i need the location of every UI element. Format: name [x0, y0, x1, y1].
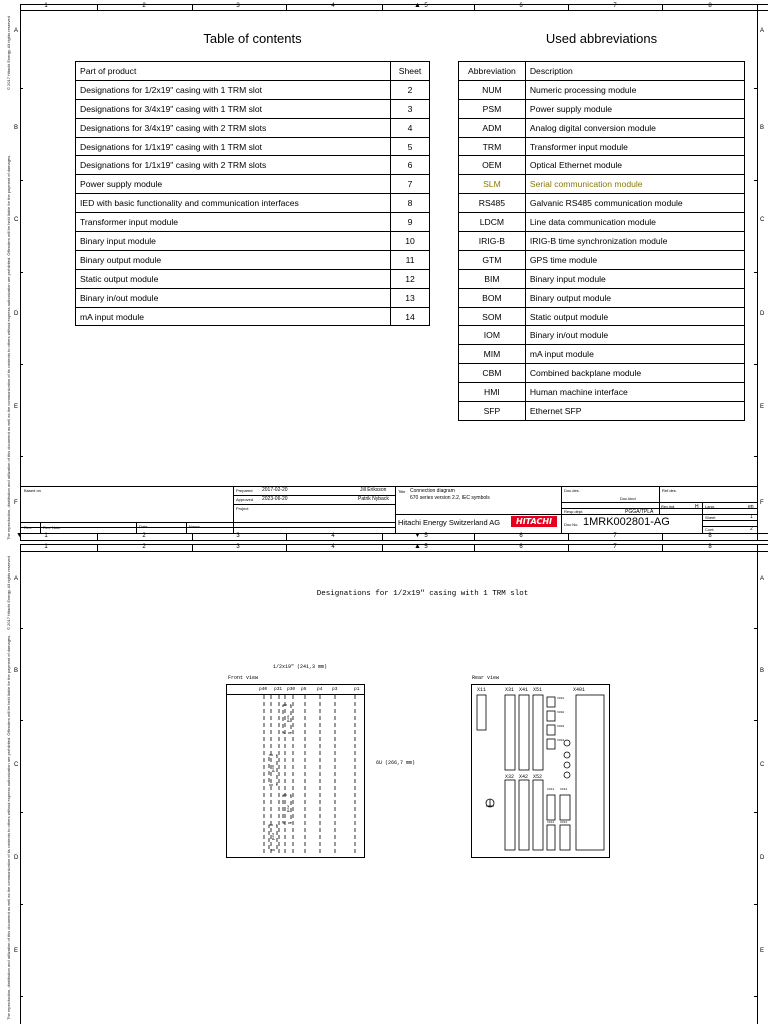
- abbrev-row: [459, 137, 745, 156]
- zone-row-b: B: [14, 125, 19, 131]
- sheet2-col-5: 5: [424, 544, 428, 550]
- toc-header-cell: Part of product: [76, 62, 391, 81]
- toc-row: [76, 99, 430, 118]
- company-name: Hitachi Energy Switzerland AG: [398, 518, 501, 527]
- rear-x401: X401: [573, 687, 586, 693]
- abbrev-cell: GPS time module: [525, 250, 744, 269]
- toc-cell: Designations for 3/4x19" casing with 2 TRM slots: [76, 118, 391, 137]
- toc-cell: 8: [391, 194, 430, 213]
- abbrev-row: [459, 402, 745, 421]
- zone-row-f: F: [14, 500, 18, 506]
- zone-col-6: 6: [519, 3, 523, 9]
- sheet2-row-c: C: [14, 762, 19, 768]
- module-p33: p33: [272, 833, 276, 841]
- zone-row-d-right: D: [760, 311, 765, 317]
- disclaimer-note-2: The reproduction, distribution and utilization of this document as well as the communication of its contents to others without express authorization are prohibited. Offenders will be held liable for the payment of damages.: [6, 634, 11, 1020]
- sheet2-row-a-right: A: [760, 576, 765, 582]
- rear-connector-shapes: [472, 685, 609, 857]
- abbrev-cell: SFP: [459, 402, 526, 421]
- rear-view-drawing: [471, 684, 610, 858]
- sheet2-col-3: 3: [236, 544, 240, 550]
- toc-cell: Binary input module: [76, 232, 391, 251]
- doc-des-label: Doc.des.: [564, 488, 580, 493]
- rear-x41: X41: [519, 687, 529, 693]
- zone-row-b-right: B: [760, 125, 765, 131]
- zone-row-a: A: [14, 28, 19, 34]
- zone-col-2: 2: [142, 3, 146, 9]
- prepared-by: Jill Eriksson: [360, 487, 387, 493]
- toc-row: [76, 269, 430, 288]
- sheet2-row-e: E: [14, 948, 19, 954]
- toc-cell: Transformer input module: [76, 213, 391, 232]
- abbrev-cell: Analog digital conversion module: [525, 118, 744, 137]
- abbrev-cell: MIM: [459, 345, 526, 364]
- rear-x303: X303: [557, 725, 565, 728]
- toc-row: [76, 80, 430, 99]
- toc-cell: 3: [391, 99, 430, 118]
- abbrev-cell: PSM: [459, 99, 526, 118]
- abbrev-cell: Line data communication module: [525, 213, 744, 232]
- zone-row-a-right: A: [760, 28, 765, 34]
- prepared-date: 2017-02-20: [262, 487, 288, 493]
- sheet-number: 1: [750, 514, 753, 520]
- abbrev-cell: CBM: [459, 364, 526, 383]
- center-mark-bottom: ▼: [414, 532, 421, 539]
- rear-x312: X312: [560, 788, 568, 791]
- rear-x314: X314: [560, 821, 568, 824]
- abbrev-row: [459, 118, 745, 137]
- sheet2-center-mark: ▲: [414, 543, 421, 550]
- project-label: Project: [236, 506, 249, 511]
- based-on-label: Based on: [24, 488, 41, 493]
- toc-cell: Designations for 1/1x19" casing with 1 TRM slot: [76, 137, 391, 156]
- slot-p31: p31: [274, 687, 283, 692]
- zone-row-d: D: [14, 311, 19, 317]
- slot-p3: p3: [332, 687, 338, 692]
- front-dimension: 1/2x19" (241,3 mm): [273, 664, 328, 670]
- disclaimer-note: The reproduction, distribution and utilization of this document as well as the communication of its contents to others without express authorization are prohibited. Offenders will be held liable for the payment of damages.: [6, 154, 11, 540]
- abbrev-cell: Static output module: [525, 307, 744, 326]
- sheet2-col-6: 6: [519, 544, 523, 550]
- abbrev-row: [459, 250, 745, 269]
- rear-view-label: Rear view: [472, 675, 500, 681]
- abbrev-cell: BOM: [459, 288, 526, 307]
- zone-col-4-bottom: 4: [331, 533, 335, 539]
- sheet2-row-d-right: D: [760, 855, 765, 861]
- rear-x32: X32: [505, 774, 515, 780]
- toc-cell: 6: [391, 156, 430, 175]
- zone-col-2-bottom: 2: [142, 533, 146, 539]
- abbrev-row: [459, 213, 745, 232]
- abbrev-cell: Numeric processing module: [525, 80, 744, 99]
- toc-cell: Power supply module: [76, 175, 391, 194]
- abbrev-cell: Combined backplane module: [525, 364, 744, 383]
- rear-x313: X313: [547, 821, 555, 824]
- abbrev-cell: IRIG-B: [459, 232, 526, 251]
- abbrev-cell: SOM: [459, 307, 526, 326]
- toc-cell: 11: [391, 250, 430, 269]
- front-view-label: Front view: [228, 675, 259, 681]
- abbrev-cell: Serial communication module: [525, 175, 744, 194]
- abbrev-header-cell: Description: [525, 62, 744, 81]
- toc-cell: mA input module: [76, 307, 391, 326]
- module-p32: p32: [287, 805, 291, 813]
- slot-p40: p40: [259, 687, 268, 692]
- zone-row-e-right: E: [760, 404, 765, 410]
- abbrev-row: [459, 326, 745, 345]
- sheet2-col-7: 7: [613, 544, 617, 550]
- abbrev-cell: GTM: [459, 250, 526, 269]
- abbrev-cell: Binary input module: [525, 269, 744, 288]
- front-slot-lines: [227, 695, 364, 857]
- abbrev-cell: RS485: [459, 194, 526, 213]
- toc-row: [76, 307, 430, 326]
- slot-p4: p4: [317, 687, 323, 692]
- rear-x304: X304: [557, 739, 565, 742]
- rear-x51: X51: [533, 687, 543, 693]
- zone-col-7-bottom: 7: [613, 533, 617, 539]
- approved-by: Patrik Nyback: [358, 496, 389, 502]
- module-p31: p31: [287, 715, 291, 723]
- zone-col-6-bottom: 6: [519, 533, 523, 539]
- abbrev-row: [459, 175, 745, 194]
- abbrev-row: [459, 156, 745, 175]
- prepared-label: Prepared: [236, 488, 253, 493]
- toc-row: [76, 250, 430, 269]
- rear-x31: X31: [505, 687, 515, 693]
- zone-col-3-bottom: 3: [236, 533, 240, 539]
- abbrev-row: [459, 288, 745, 307]
- toc-row: [76, 118, 430, 137]
- abbrev-cell: NUM: [459, 80, 526, 99]
- zone-col-1-bottom: 1: [44, 533, 48, 539]
- ref-des-label: Ref.des.: [662, 488, 677, 493]
- doc-no: 1MRK002801-AG: [583, 516, 670, 528]
- toc-cell: IED with basic functionality and communication interfaces: [76, 194, 391, 213]
- doc-no-label: Doc.No.: [564, 522, 579, 527]
- lang-label: Lang.: [705, 504, 716, 509]
- toc-cell: 9: [391, 213, 430, 232]
- rev-note-label: Rev. Note: [43, 525, 61, 530]
- abbrev-table: [458, 61, 745, 421]
- abbrev-cell: LDCM: [459, 213, 526, 232]
- toc-header-cell: Sheet: [391, 62, 430, 81]
- toc-row: [76, 175, 430, 194]
- toc-row: [76, 288, 430, 307]
- zone-col-3: 3: [236, 3, 240, 9]
- cont-label: Cont.: [705, 527, 715, 532]
- abbrev-row: [459, 194, 745, 213]
- slot-p30: p30: [287, 687, 296, 692]
- sheet2-row-e-right: E: [760, 948, 765, 954]
- zone-col-7: 7: [613, 3, 617, 9]
- resp-dept-label: Resp.dept.: [564, 509, 584, 514]
- sheet2-col-1: 1: [44, 544, 48, 550]
- toc-row: [76, 137, 430, 156]
- abbrev-row: [459, 345, 745, 364]
- lang: en: [748, 504, 754, 510]
- rev-label: Rev.: [24, 525, 32, 530]
- sheet2-row-a: A: [14, 576, 19, 582]
- resp-dept: PGGA/TPLA: [625, 509, 654, 515]
- toc-cell: 5: [391, 137, 430, 156]
- corner-mark-left: ▼: [16, 532, 23, 539]
- toc-cell: Binary in/out module: [76, 288, 391, 307]
- title-line-1: Connection diagram: [410, 488, 455, 494]
- abbrev-title: Used abbreviations: [545, 31, 658, 46]
- abbrev-cell: Human machine interface: [525, 383, 744, 402]
- height-dimension: 6U (266,7 mm): [376, 760, 416, 766]
- zone-col-5: 5: [424, 3, 428, 9]
- center-mark-top: ▲: [414, 2, 421, 9]
- rev-ind-label: Rev.ind.: [661, 504, 676, 509]
- zone-col-5-bottom: 5: [424, 533, 428, 539]
- abbrev-cell: Power supply module: [525, 99, 744, 118]
- rear-x311: X311: [547, 788, 555, 791]
- copyright-note: © 2017 Hitachi Energy. All rights reserved: [6, 16, 11, 90]
- sheet2-row-b: B: [14, 668, 19, 674]
- abbrev-cell: SLM: [459, 175, 526, 194]
- copyright-note-2: © 2017 Hitachi Energy. All rights reserved: [6, 556, 11, 630]
- slot-p5: p5: [301, 687, 307, 692]
- cont-number: 2: [750, 526, 753, 532]
- approved-date: 2023-06-20: [262, 496, 288, 502]
- sheet2-row-d: D: [14, 855, 19, 861]
- abbrev-cell: Ethernet SFP: [525, 402, 744, 421]
- rev-ind: H: [695, 504, 699, 510]
- toc-cell: 10: [391, 232, 430, 251]
- abbrev-row: [459, 269, 745, 288]
- abbrev-cell: Binary in/out module: [525, 326, 744, 345]
- zone-col-8-bottom: 8: [708, 533, 712, 539]
- abbrev-cell: IRIG-B time synchronization module: [525, 232, 744, 251]
- toc-cell: Designations for 1/1x19" casing with 2 TRM slots: [76, 156, 391, 175]
- rear-x42: X42: [519, 774, 529, 780]
- toc-cell: 7: [391, 175, 430, 194]
- toc-cell: Binary output module: [76, 250, 391, 269]
- toc-row: [76, 194, 430, 213]
- hitachi-logo: HITACHI: [511, 516, 557, 527]
- sheet2-col-2: 2: [142, 544, 146, 550]
- abbrev-row: [459, 232, 745, 251]
- sheet2-title: Designations for 1/2x19" casing with 1 TRM slot: [316, 590, 529, 598]
- toc-row: [76, 156, 430, 175]
- zone-row-e: E: [14, 404, 19, 410]
- abbrev-cell: IOM: [459, 326, 526, 345]
- approved-label: Approved: [236, 497, 254, 502]
- toc-table: [75, 61, 430, 326]
- zone-col-4: 4: [331, 3, 335, 9]
- abbrev-row: [459, 80, 745, 99]
- title-label: Title: [398, 489, 406, 494]
- abbrev-row: [459, 383, 745, 402]
- zone-col-8: 8: [708, 3, 712, 9]
- rear-x52: X52: [533, 774, 543, 780]
- title-line-2: 670 series version 2.2, IEC symbols: [410, 495, 490, 501]
- zone-row-f-right: F: [760, 500, 764, 506]
- rear-x11: X11: [477, 687, 487, 693]
- abbrev-cell: BIM: [459, 269, 526, 288]
- rear-x301: X301: [557, 697, 565, 700]
- abbrev-cell: Transformer input module: [525, 137, 744, 156]
- zone-col-1: 1: [44, 3, 48, 9]
- abbrev-header-row: [459, 62, 745, 81]
- toc-cell: 4: [391, 118, 430, 137]
- toc-header-row: [76, 62, 430, 81]
- abbrev-row: [459, 307, 745, 326]
- toc-row: [76, 232, 430, 251]
- sheet2-col-4: 4: [331, 544, 335, 550]
- sheet2-col-8: 8: [708, 544, 712, 550]
- abbrev-cell: Galvanic RS485 communication module: [525, 194, 744, 213]
- abbrev-cell: TRM: [459, 137, 526, 156]
- front-view-drawing: [226, 684, 365, 858]
- slot-p1: p1: [354, 687, 360, 692]
- abbrev-cell: mA input module: [525, 345, 744, 364]
- toc-cell: Static output module: [76, 269, 391, 288]
- sheet2-row-c-right: C: [760, 762, 765, 768]
- zone-row-c: C: [14, 217, 19, 223]
- toc-cell: 2: [391, 80, 430, 99]
- abbrev-row: [459, 99, 745, 118]
- abbrev-cell: OEM: [459, 156, 526, 175]
- sheet-label: Sheet: [705, 515, 716, 520]
- toc-title: Table of contents: [203, 31, 302, 46]
- zone-row-c-right: C: [760, 217, 765, 223]
- module-p30: p30: [272, 765, 276, 773]
- abbrev-header-cell: Abbreviation: [459, 62, 526, 81]
- name-label: Name: [189, 524, 200, 529]
- toc-cell: Designations for 1/2x19" casing with 1 TRM slot: [76, 80, 391, 99]
- abbrev-cell: ADM: [459, 118, 526, 137]
- toc-cell: 13: [391, 288, 430, 307]
- abbrev-cell: HMI: [459, 383, 526, 402]
- doc-kind-label: Doc.kind: [620, 496, 636, 501]
- abbrev-cell: Binary output module: [525, 288, 744, 307]
- toc-cell: Designations for 3/4x19" casing with 1 TRM slot: [76, 99, 391, 118]
- abbrev-row: [459, 364, 745, 383]
- rear-x302: X302: [557, 711, 565, 714]
- date-label: Date: [139, 524, 148, 529]
- abbrev-cell: Optical Ethernet module: [525, 156, 744, 175]
- toc-cell: 14: [391, 307, 430, 326]
- toc-row: [76, 213, 430, 232]
- sheet2-row-b-right: B: [760, 668, 765, 674]
- toc-cell: 12: [391, 269, 430, 288]
